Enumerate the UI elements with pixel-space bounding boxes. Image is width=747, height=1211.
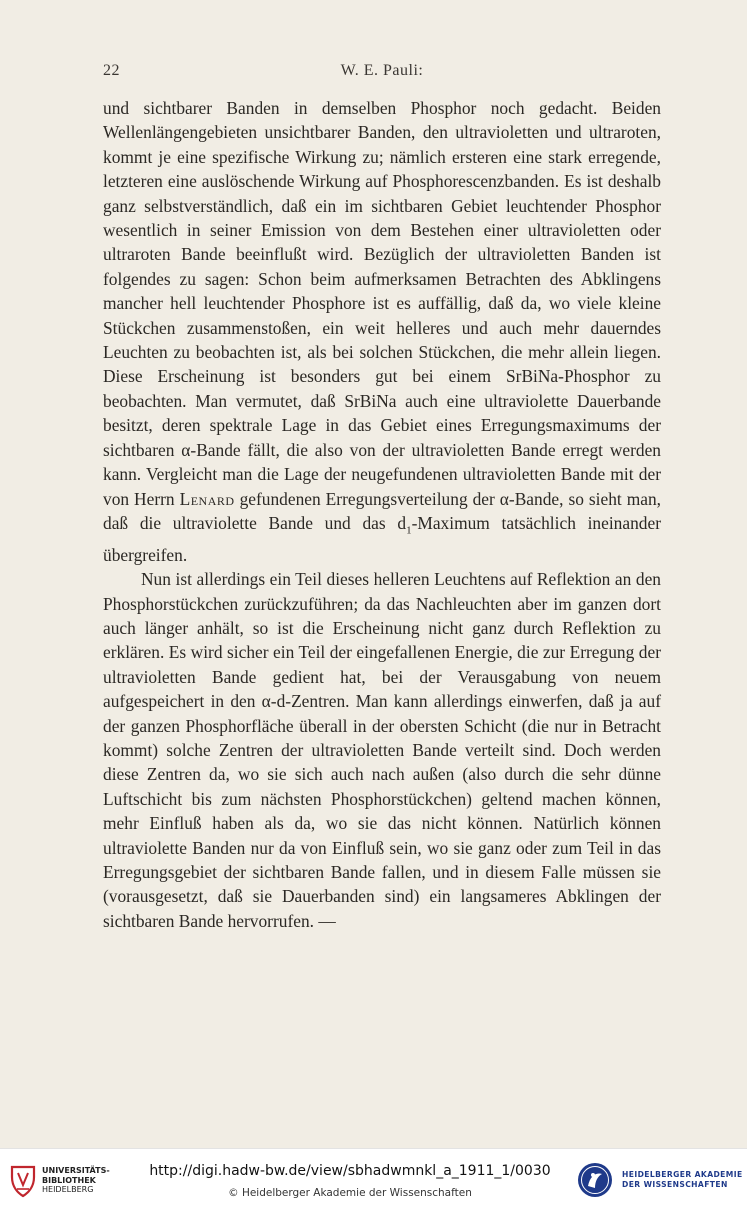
paragraph-1-text-a: und sichtbarer Banden in demselben Phosphor noch gedacht. Beiden Wellenlängengebieten unsichtbarer Banden, den ultravioletten und ultraroten, kommt je eine spezifische Wirkung zu; nämlich ersteren eine stark erregende, letzteren eine auslöschende Wirkung auf Phosphorescenzbanden. Es ist deshalb ganz selbstverständlich, daß ein im sichtbaren Gebiet leuchtender Phosphor wesentlich in seiner Emission von dem Bestehen einer ultravioletten oder ultraroten Bande beeinflußt wird. Bezüglich der ultravioletten Banden ist folgendes zu sagen: Schon beim aufmerksamen Betrachten des Abklingens mancher hell leuchtender Phosphore ist es auffällig, daß da, wo viele kleine Stückchen zusammenstoßen, ein weit helleres und auch mehr dauerndes Leuchten zu beobachten ist, als bei solchen Stückchen, die mehr allein liegen. Diese Erscheinung ist besonders gut bei einem SrBiNa-Phosphor zu beobachten. Man vermutet, daß SrBiNa auch eine ultraviolette Dauerbande besitzt, deren spektrale Lage in das Gebiet eines Erregungsmaximums der sichtbaren α-Bande fällt, die also von der ultravioletten Bande erregt werden kann. Vergleicht man die Lage der neugefundenen ultravioletten Bande mit der von Herrn: [103, 98, 661, 509]
page-number: 22: [103, 62, 120, 79]
subscript-1: 1: [406, 524, 412, 537]
author-name-lenard: Lenard: [179, 488, 235, 509]
paragraph-2: Nun ist allerdings ein Teil dieses helleren Leuchtens auf Reflektion an den Phosphorstückchen zurückzuführen; da das Nachleuchten aber im ganzen dort auch länger anhält, so ist die Erscheinung nicht ganz durch Reflektion zu erklären. Es wird sicher ein Teil der eingefallenen Energie, die zur Erregung der ultravioletten Bande gedient hat, bei der Verausgabung von neuem aufgespeichert in den α-d-Zentren. Man kann allerdings einwerfen, daß ja auf der ganzen Phosphorfläche überall in der obersten Schicht (die nur in Betracht kommt) solche Zentren der ultravioletten Bande verteilt sind. Doch werden diese Zentren da, wo sie sich auch nach außen (also durch die sehr dünne Luftschicht bis zum nächsten Phosphorstückchen) geltend machen können, mehr Einfluß haben als da, wo sie das nicht können. Natürlich können ultraviolette Banden nur da von Einfluß sein, wo sie ganz oder zum Teil in das Erregungsgebiet der sichtbaren Bande fallen, und in diesem Falle müssen sie (vorausgesetzt, daß sie Dauerbanden sind) ein langsameres Abklingen der sichtbaren Bande hervorrufen. —: [103, 569, 661, 931]
library-line-3: HEIDELBERG: [42, 1185, 94, 1194]
digitization-footer: [0, 1148, 747, 1211]
permalink-url[interactable]: http://digi.hadw-bw.de/view/sbhadwmnkl_a_1911_1/0030: [149, 1163, 551, 1179]
copyright-notice: © Heidelberger Akademie der Wissenschaften: [228, 1187, 472, 1199]
running-title: W. E. Pauli:: [340, 62, 424, 79]
page-body: [103, 96, 661, 933]
library-line-1: UNIVERSITÄTS-: [42, 1166, 110, 1175]
academy-name: [622, 1170, 746, 1190]
library-line-2: BIBLIOTHEK: [42, 1175, 96, 1185]
running-header: [103, 62, 661, 86]
university-library-logo[interactable]: [8, 1163, 38, 1199]
paragraph-1-text-b: gefundenen Erregungsverteilung der α-Bande, so sieht man, daß die ultraviolette Bande und das d: [103, 488, 661, 533]
academy-line-1: HEIDELBERGER AKADEMIE: [622, 1170, 743, 1179]
academy-seal-logo[interactable]: [576, 1160, 614, 1200]
paragraph-1-text-c: -Maximum tatsächlich ineinander übergreifen.: [103, 512, 661, 565]
academy-line-2: DER WISSENSCHAFTEN: [622, 1180, 728, 1189]
paragraph-1: [103, 96, 661, 567]
